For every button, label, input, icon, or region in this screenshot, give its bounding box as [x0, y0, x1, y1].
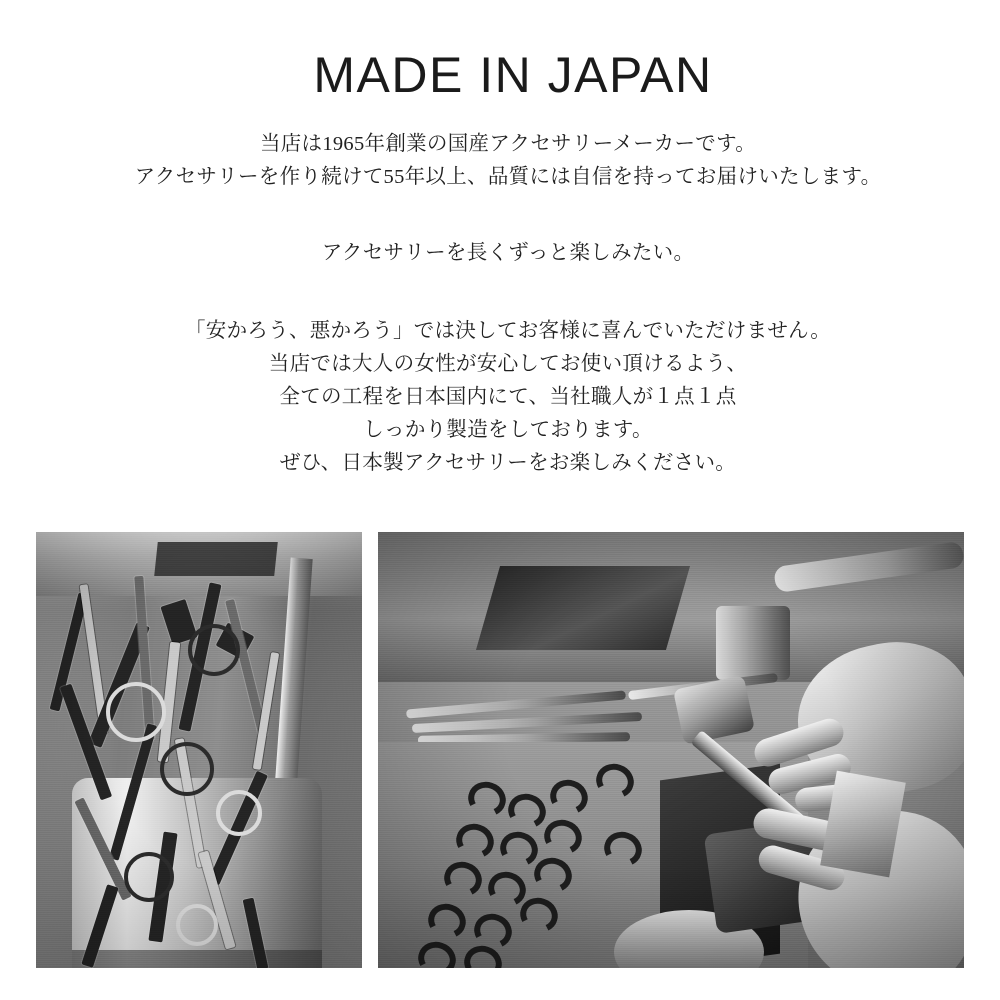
copy-block-tagline: [16, 237, 1000, 270]
copy-line: アクセサリーを長くずっと楽しみたい。: [321, 242, 695, 265]
photo-tool-cluster: [36, 532, 362, 968]
copy-line: 「安かろう、悪かろう」では決してお客様に喜んでいただけません。: [184, 319, 832, 342]
copy-block-intro: [16, 128, 1000, 194]
photo-workshop-tools-bucket: [36, 532, 362, 968]
photo-metal-plate: [476, 566, 690, 650]
photo-metal-cylinder: [716, 606, 790, 680]
page-title: MADE IN JAPAN: [313, 47, 713, 103]
copy-line: しっかり製造をしております。: [363, 419, 653, 442]
body-copy: [0, 128, 1000, 481]
copy-line: ぜひ、日本製アクセサリーをお楽しみください。: [279, 452, 737, 475]
copy-line: 全ての工程を日本国内にて、当社職人が１点１点: [279, 386, 737, 409]
copy-line: 当店では大人の女性が安心してお使い頂けるよう、: [268, 352, 748, 375]
photo-craftsman-hands-hammer: [378, 532, 964, 968]
copy-line: 当店は1965年創業の国産アクセサリーメーカーです。: [259, 133, 757, 155]
copy-block-promise: [16, 315, 1000, 481]
copy-line: アクセサリーを作り続けて55年以上、品質には自信を持ってお届けいたします。: [134, 166, 882, 189]
photo-row: [36, 532, 964, 968]
